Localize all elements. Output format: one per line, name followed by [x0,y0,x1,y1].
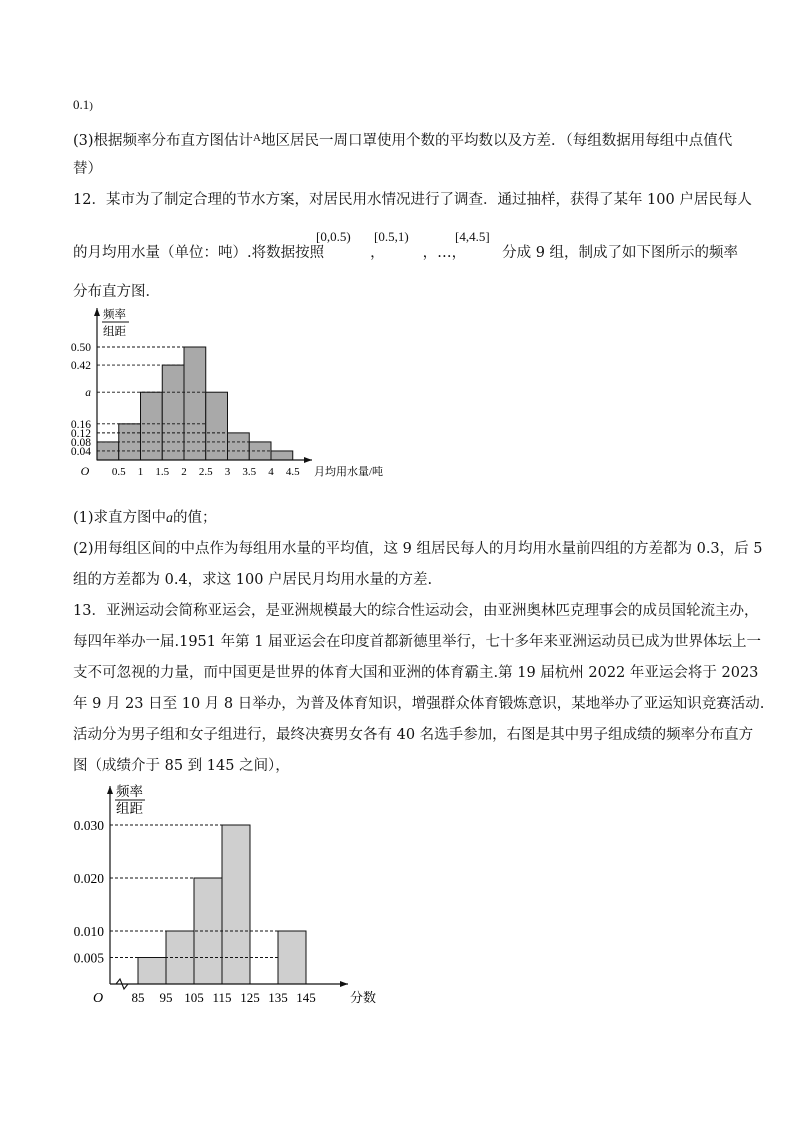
text: 组的方差都为 0.4，求这 100 户居民月均用水量的方差. [73,572,433,588]
y-tick-label: 0.50 [70,342,91,354]
y-axis-label-denominator: 组距 [103,326,126,338]
line-14 [73,756,290,776]
x-tick-label: 1.5 [155,466,170,478]
line-6 [73,508,217,529]
line-13 [73,725,753,745]
x-axis-arrow [304,457,312,463]
y-tick-label: 0.04 [70,445,91,458]
histogram-bar [228,433,250,460]
y-tick-label: 0.020 [73,871,104,886]
y-tick-label: 0.005 [73,950,104,966]
y-tick-label: 0.16 [70,418,91,431]
y-axis-label-numerator: 频率 [116,784,143,799]
text: 12．某市为了制定合理的节水方案，对居民用水情况进行了调查．通过抽样，获得了某年 100 户居民每人 [73,192,752,208]
x-axis-arrow [340,981,348,987]
histogram-bar [206,392,228,460]
histogram-bar [278,931,306,984]
text: 替） [73,161,102,177]
line-0 [73,95,93,116]
x-tick-label: 105 [184,990,204,1005]
interval-2: [0.5,1) [374,229,409,244]
text: 活动分为男子组和女子组进行，最终决赛男女各有 40 名选手参加，右图是其中男子组成绩的频率分布直方 [73,727,754,743]
text: 分布直方图． [73,284,160,300]
y-tick-label: 0.030 [73,818,104,833]
origin-label: O [80,464,90,478]
x-tick-label: 95 [159,990,173,1005]
line-7 [73,539,762,559]
x-tick-label: 1 [137,466,144,478]
line-1 [73,128,732,151]
text: 每四年举办一届.1951 年第 1 届亚运会在印度首都新德里举行，七十多年来亚洲运动员已成为世界体坛上一 [73,634,762,650]
y-axis-label-numerator: 频率 [103,309,126,321]
y-tick-label: a [85,387,91,400]
text: (2)用每组区间的中点作为每组用水量的平均值，这 9 组居民每人的月均用水量前四组的方差都为 0.3，后 5 [73,541,763,557]
region-label: A [253,132,261,144]
var-a: a [166,511,174,526]
x-tick-label: 4.5 [285,466,300,478]
question-12-line [73,190,752,210]
y-axis-arrow [94,308,100,316]
x-tick-label: 3.5 [242,466,257,478]
interval-3: [4,4.5] [455,229,490,244]
text: 地区居民一周口罩使用个数的平均数以及方差．（每组数据用每组中点值代 [261,133,733,149]
text: ， [370,245,385,261]
text: 的月均用水量（单位：吨）.将数据按照 [73,245,325,261]
question-13-line [73,601,758,621]
x-tick-label: 2.5 [198,466,213,478]
line-4 [73,243,738,263]
x-tick-label: 4 [268,466,274,478]
text: 图（成绩介于 85 到 145 之间）， [73,758,290,774]
line-8 [73,570,432,590]
line-10 [73,632,761,652]
histogram-bar [138,958,166,985]
x-tick-label: 135 [268,990,288,1005]
value-text: 0.1 [73,97,90,112]
x-tick-label: 115 [212,990,232,1005]
histogram-bar [184,347,206,460]
x-tick-label: 85 [131,990,145,1005]
line-2 [73,159,102,179]
score-histogram [60,780,380,1005]
x-axis-label: 分数 [350,990,377,1005]
water-usage-histogram [60,300,420,485]
x-tick-label: 0.5 [111,466,126,478]
text: ，…， [422,245,467,261]
histogram-bar [271,451,293,460]
x-tick-label: 3 [224,466,231,478]
x-tick-label: 125 [240,990,260,1005]
line-11 [73,663,758,683]
histogram-bar [141,392,163,460]
text: 分成 9 组，制成了如下图所示的频率 [502,245,739,261]
text: 支不可忽视的力量，而中国更是世界的体育大国和亚洲的体育霸主.第 19 届杭州 2022 年亚运会将于 2023 [73,665,759,681]
text: (1)求直方图中 [73,510,167,526]
y-axis-label-denominator: 组距 [116,801,143,816]
histogram-bar [222,825,250,984]
y-tick-label: 0.010 [73,924,104,939]
origin-label: O [92,991,104,1005]
text: 的值； [173,510,217,526]
x-tick-label: 145 [296,990,316,1005]
y-tick-label: 0.42 [70,360,91,373]
y-tick-label: 0.08 [70,436,91,449]
paren-text: ) [89,100,93,112]
line-5 [73,282,160,302]
histogram-bar [162,365,184,460]
x-tick-label: 2 [181,466,187,478]
line-12 [73,694,764,714]
y-tick-label: 0.12 [70,427,91,440]
x-axis-label: 月均用水量/吨 [314,466,384,478]
interval-1: [0,0.5) [316,229,351,244]
y-axis-arrow [107,786,113,794]
text: 13．亚洲运动会简称亚运会，是亚洲规模最大的综合性运动会，由亚洲奥林匹克理事会的成员国轮流主办， [73,603,759,619]
text: 年 9 月 23 日至 10 月 8 日举办，为普及体育知识，增强群众体育锻炼意识，某地举办了亚运知识竞赛活动. [73,696,765,712]
text: (3)根据频率分布直方图估计 [73,133,254,149]
